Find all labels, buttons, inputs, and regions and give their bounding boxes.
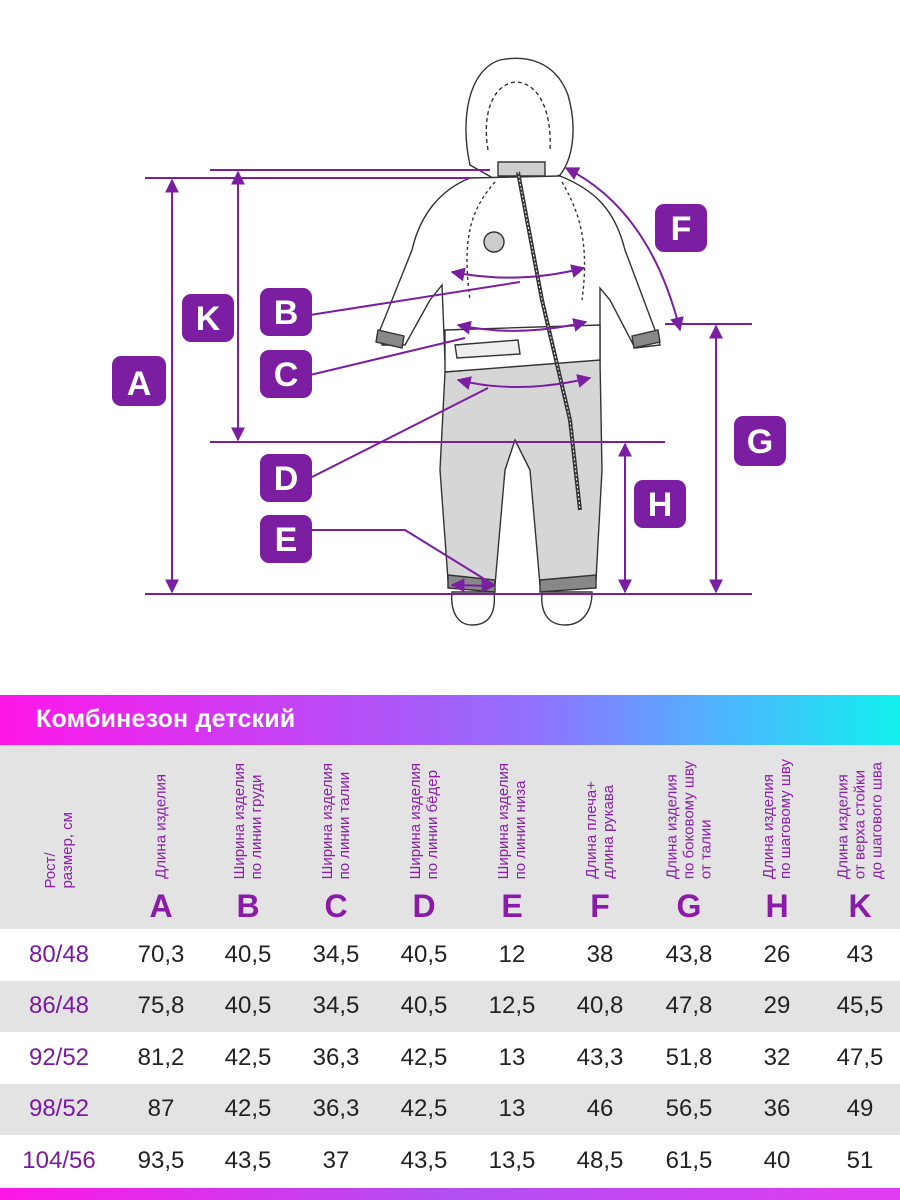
- column-letter: G: [676, 888, 702, 924]
- measurement-cell: 42,5: [204, 1084, 292, 1136]
- measurement-cell: 43: [820, 929, 900, 981]
- svg-text:E: E: [274, 521, 298, 559]
- measurement-cell: 46: [556, 1084, 644, 1136]
- column-letter: A: [149, 888, 173, 924]
- measurement-cell: 81,2: [118, 1032, 204, 1084]
- measurement-cell: 43,5: [204, 1135, 292, 1187]
- table-row: [0, 929, 900, 981]
- measurement-cell: 36,3: [292, 1084, 380, 1136]
- label-a: [112, 356, 166, 406]
- measurement-cell: 13: [468, 1084, 556, 1136]
- label-g: [734, 416, 786, 466]
- measurement-cell: 45,5: [820, 981, 900, 1033]
- column-letter: F: [590, 888, 610, 924]
- svg-text:K: K: [195, 300, 221, 338]
- measurement-cell: 32: [734, 1032, 820, 1084]
- measurement-cell: 40,5: [204, 929, 292, 981]
- measurement-cell: 56,5: [644, 1084, 734, 1136]
- column-label: Ширина изделия по линии низа: [495, 762, 529, 879]
- measurement-cell: 51,8: [644, 1032, 734, 1084]
- label-h: [634, 480, 686, 528]
- measurement-cell: 61,5: [644, 1135, 734, 1187]
- column-header: [820, 745, 900, 929]
- svg-text:H: H: [647, 486, 673, 524]
- svg-text:B: B: [273, 294, 299, 332]
- measurement-cell: 42,5: [380, 1084, 468, 1136]
- column-header: [556, 745, 644, 929]
- product-title: Комбинезон детский: [36, 705, 296, 733]
- measurement-cell: 13,5: [468, 1135, 556, 1187]
- label-d: [260, 454, 312, 502]
- column-label: Длина изделия: [152, 774, 170, 879]
- measurement-cell: 37: [292, 1135, 380, 1187]
- measurement-cell: 40,5: [380, 929, 468, 981]
- column-header: [0, 745, 118, 929]
- measurement-cell: 47,5: [820, 1032, 900, 1084]
- size-cell: 86/48: [0, 981, 118, 1033]
- column-letter: K: [848, 888, 872, 924]
- column-letter: H: [765, 888, 789, 924]
- column-label: Длина плеча+ длина рукава: [583, 781, 617, 879]
- measurement-cell: 29: [734, 981, 820, 1033]
- measurement-cell: 34,5: [292, 981, 380, 1033]
- column-label: Длина изделия по боковому шву от талии: [663, 760, 715, 879]
- column-label: Ширина изделия по линии груди: [231, 762, 265, 879]
- svg-text:C: C: [273, 356, 299, 394]
- measurement-cell: 42,5: [204, 1032, 292, 1084]
- measurement-cell: 40,5: [204, 981, 292, 1033]
- column-letter: D: [412, 888, 436, 924]
- column-header: [118, 745, 204, 929]
- column-letter: C: [324, 888, 348, 924]
- label-c: [260, 350, 312, 398]
- svg-text:D: D: [273, 460, 299, 498]
- title-banner: [0, 695, 900, 745]
- table-row: [0, 1084, 900, 1136]
- column-label: Рост/ размер, см: [42, 812, 76, 889]
- label-f: [655, 204, 707, 252]
- table-row: [0, 1135, 900, 1187]
- label-b: [260, 288, 312, 336]
- measurement-cell: 75,8: [118, 981, 204, 1033]
- measurement-cell: 43,8: [644, 929, 734, 981]
- measurement-cell: 26: [734, 929, 820, 981]
- measurement-cell: 49: [820, 1084, 900, 1136]
- measurement-cell: 34,5: [292, 929, 380, 981]
- measurement-cell: 13: [468, 1032, 556, 1084]
- measurement-cell: 48,5: [556, 1135, 644, 1187]
- svg-text:A: A: [126, 365, 152, 403]
- column-header: [644, 745, 734, 929]
- column-label: Ширина изделия по линии талии: [319, 762, 353, 879]
- table-row: [0, 1032, 900, 1084]
- label-e: [260, 515, 312, 563]
- column-label: Длина изделия от верха стойки до шагового шва: [834, 761, 886, 879]
- measurement-cell: 12: [468, 929, 556, 981]
- size-cell: 92/52: [0, 1032, 118, 1084]
- table-header-row: [0, 745, 900, 929]
- column-header: [734, 745, 820, 929]
- table-row: [0, 981, 900, 1033]
- size-cell: 80/48: [0, 929, 118, 981]
- measurement-cell: 12,5: [468, 981, 556, 1033]
- jumpsuit-drawing: [376, 58, 660, 625]
- measurement-cell: 40,8: [556, 981, 644, 1033]
- column-header: [292, 745, 380, 929]
- measurement-cell: 42,5: [380, 1032, 468, 1084]
- column-header: [380, 745, 468, 929]
- measurement-cell: 47,8: [644, 981, 734, 1033]
- column-label: Длина изделия по шаговому шву: [760, 759, 794, 879]
- column-letter: B: [236, 888, 260, 924]
- size-table: [0, 745, 900, 1187]
- size-cell: 104/56: [0, 1135, 118, 1187]
- measurement-cell: 93,5: [118, 1135, 204, 1187]
- svg-text:G: G: [746, 423, 774, 461]
- column-header: [468, 745, 556, 929]
- column-letter: E: [501, 888, 523, 924]
- column-header: [204, 745, 292, 929]
- label-k: [182, 294, 234, 342]
- bottom-accent-bar: [0, 1188, 900, 1200]
- column-label: Ширина изделия по линии бёдер: [407, 762, 441, 879]
- measurement-cell: 36: [734, 1084, 820, 1136]
- measurement-cell: 40: [734, 1135, 820, 1187]
- measurement-cell: 38: [556, 929, 644, 981]
- measurement-cell: 51: [820, 1135, 900, 1187]
- measurement-cell: 43,5: [380, 1135, 468, 1187]
- measurement-cell: 87: [118, 1084, 204, 1136]
- measurement-cell: 36,3: [292, 1032, 380, 1084]
- size-cell: 98/52: [0, 1084, 118, 1136]
- measurement-cell: 43,3: [556, 1032, 644, 1084]
- svg-text:F: F: [670, 210, 692, 248]
- measurement-cell: 40,5: [380, 981, 468, 1033]
- measurement-cell: 70,3: [118, 929, 204, 981]
